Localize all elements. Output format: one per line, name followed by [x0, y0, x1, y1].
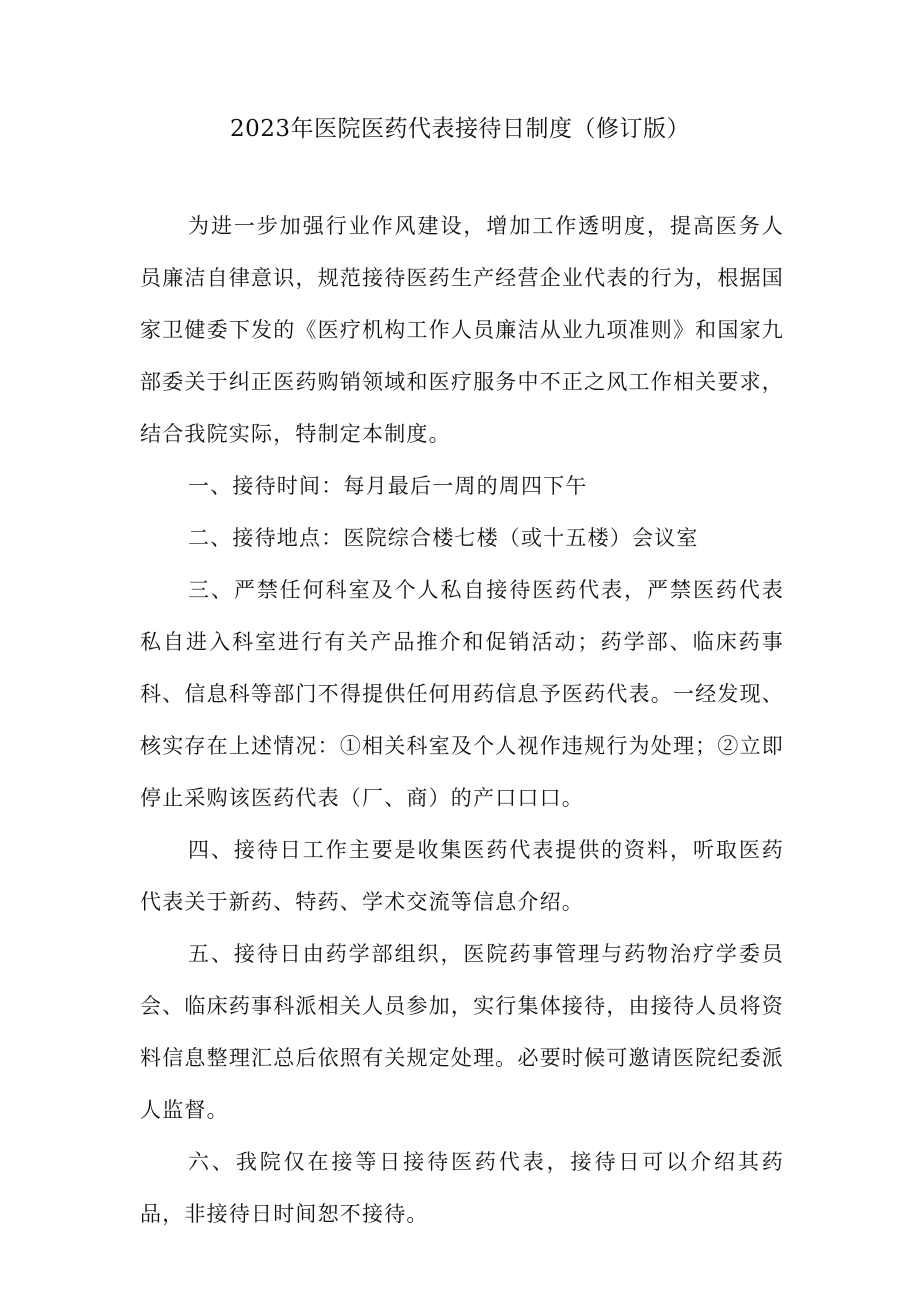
paragraph-organization: 五、接待日由药学部组织，医院药事管理与药物治疗学委员会、临床药事科派相关人员参加，实行集体接待，由接待人员将资料信息整理汇总后依照有关规定处理。必要时候可邀请医院纪委派人监督。: [140, 942, 784, 1122]
paragraph-prohibitions: 三、严禁任何科室及个人私自接待医药代表，严禁医药代表私自进入科室进行有关产品推介和促销活动；药学部、临床药事科、信息科等部门不得提供任何用药信息予医药代表。一经发现、核实存在上述情况：①相关科室及个人视作违规行为处理；②立即停止采购该医药代表（厂、商）的产口口口。: [140, 578, 784, 810]
document-title: 2023年医院医药代表接待日制度（修订版）: [229, 116, 691, 142]
paragraph-reception-time: 一、接待时间：每月最后一周的周四下午: [188, 474, 588, 498]
paragraph-reception-location: 二、接待地点：医院综合楼七楼（或十五楼）会议室: [188, 526, 699, 550]
document-body: [140, 200, 784, 1240]
paragraph-reception-limit: 六、我院仅在接等日接待医药代表，接待日可以介绍其药品，非接待日时间恕不接待。: [140, 1150, 784, 1226]
paragraph-intro: 为进一步加强行业作风建设，增加工作透明度，提高医务人员廉洁自律意识，规范接待医药生产经营企业代表的行为，根据国家卫健委下发的《医疗机构工作人员廉洁从业九项准则》和国家九部委关于纠正医药购销领域和医疗服务中不正之风工作相关要求，结合我院实际，特制定本制度。: [140, 214, 784, 446]
paragraph-reception-duties: 四、接待日工作主要是收集医药代表提供的资料，听取医药代表关于新药、特药、学术交流等信息介绍。: [140, 838, 784, 914]
